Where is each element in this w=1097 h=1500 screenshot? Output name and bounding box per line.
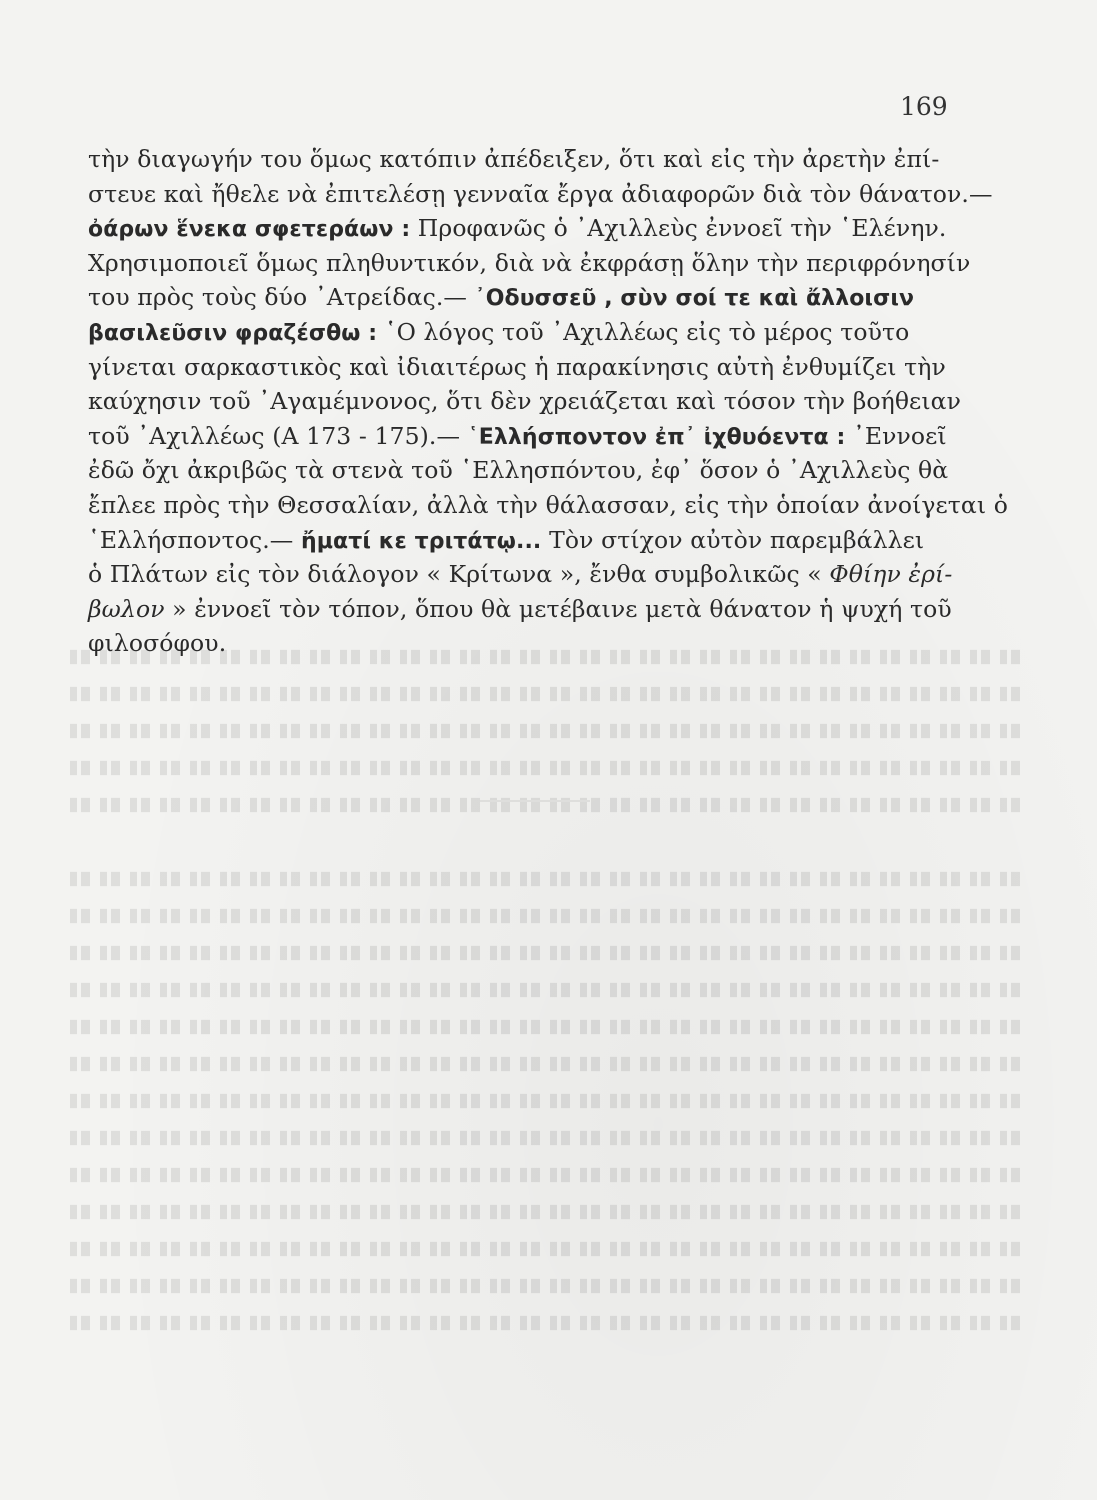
lemma-text: ῾Ελλήσποντον ἐπ᾿ ἰχθυόεντα : xyxy=(467,424,846,450)
lemma-text: ὀάρων ἕνεκα σφετεράων : xyxy=(88,217,411,243)
body-text: Χρησιμοποιεῖ ὅμως πληθυντικόν, διὰ νὰ ἐκφράσῃ ὅλην τὴν περιφρόνησίν xyxy=(88,248,971,277)
text-line xyxy=(88,626,948,661)
text-line xyxy=(88,177,993,212)
commentary-text xyxy=(88,142,1009,661)
body-text: τὴν διαγωγήν του ὅμως κατόπιν ἀπέδειξεν, ὅτι καὶ εἰς τὴν ἀρετὴν ἐπί- xyxy=(88,145,940,173)
text-line xyxy=(88,350,948,385)
lemma-text: ᾿Οδυσσεῦ , σὺν σοί τε καὶ ἄλλοισιν xyxy=(474,286,915,312)
body-text: Τὸν στίχον αὐτὸν παρεμβάλλει xyxy=(549,525,925,554)
body-text: ῾Ελλήσποντος.— xyxy=(88,525,301,554)
quoted-text: βωλον xyxy=(88,594,165,623)
text-line xyxy=(88,557,953,592)
text-line xyxy=(88,315,948,350)
text-line xyxy=(88,419,948,454)
body-text: φιλοσόφου. xyxy=(88,629,227,658)
text-line xyxy=(88,246,971,281)
page-number: 169 xyxy=(900,92,948,121)
body-text: Προφανῶς ὁ ᾿Αχιλλεὺς ἐννοεῖ τὴν ῾Ελένην. xyxy=(410,214,947,243)
body-text: του πρὸς τοὺς δύο ᾿Ατρείδας.— xyxy=(88,283,475,312)
body-text: ἔπλεε πρὸς τὴν Θεσσαλίαν, ἀλλὰ τὴν θάλασσαν, εἰς τὴν ὁποίαν ἀνοίγεται ὁ xyxy=(88,490,1009,519)
lemma-text: βασιλεῦσιν φραζέσθω : xyxy=(88,320,378,346)
body-text: ὁ Πλάτων εἰς τὸν διάλογον « Κρίτωνα », ἔνθα συμβολικῶς « xyxy=(88,560,830,589)
body-text: ἐδῶ ὄχι ἀκριβῶς τὰ στενὰ τοῦ ῾Ελλησπόντου, ἐφ᾿ ὅσον ὁ ᾿Αχιλλεὺς θὰ xyxy=(88,456,949,485)
quoted-text: Φθίην ἐρί- xyxy=(829,560,953,589)
body-text: ᾿Εννοεῖ xyxy=(845,421,947,450)
text-line xyxy=(88,488,1009,523)
lemma-text: ἤματί κε τριτάτῳ... xyxy=(300,528,550,554)
text-line xyxy=(88,453,948,488)
body-text: γίνεται σαρκαστικὸς καὶ ἰδιαιτέρως ἡ παρακίνησις αὐτὴ ἐνθυμίζει τὴν xyxy=(88,352,946,381)
text-line xyxy=(88,280,948,315)
body-text: στευε καὶ ἤθελε νὰ ἐπιτελέσῃ γενναῖα ἔργα ἀδιαφορῶν διὰ τὸν θάνατον.— xyxy=(88,179,993,208)
text-line xyxy=(88,142,948,177)
body-text: » ἐννοεῖ τὸν τόπον, ὅπου θὰ μετέβαινε μετὰ θάνατον ἡ ψυχή τοῦ xyxy=(164,594,952,623)
text-line xyxy=(88,211,948,246)
text-line xyxy=(88,592,952,627)
text-line xyxy=(88,523,948,558)
text-line xyxy=(88,384,962,419)
reverse-side-bleed-through xyxy=(60,640,1020,1360)
body-text: ῾Ο λόγος τοῦ ᾿Αχιλλέως εἰς τὸ μέρος τοῦτο xyxy=(377,317,910,346)
body-text: τοῦ ᾿Αχιλλέως (Α 173 - 175).— xyxy=(88,421,468,450)
body-text: καύχησιν τοῦ ᾿Αγαμέμνονος, ὅτι δὲν χρειάζεται καὶ τόσον τὴν βοήθειαν xyxy=(88,387,962,416)
